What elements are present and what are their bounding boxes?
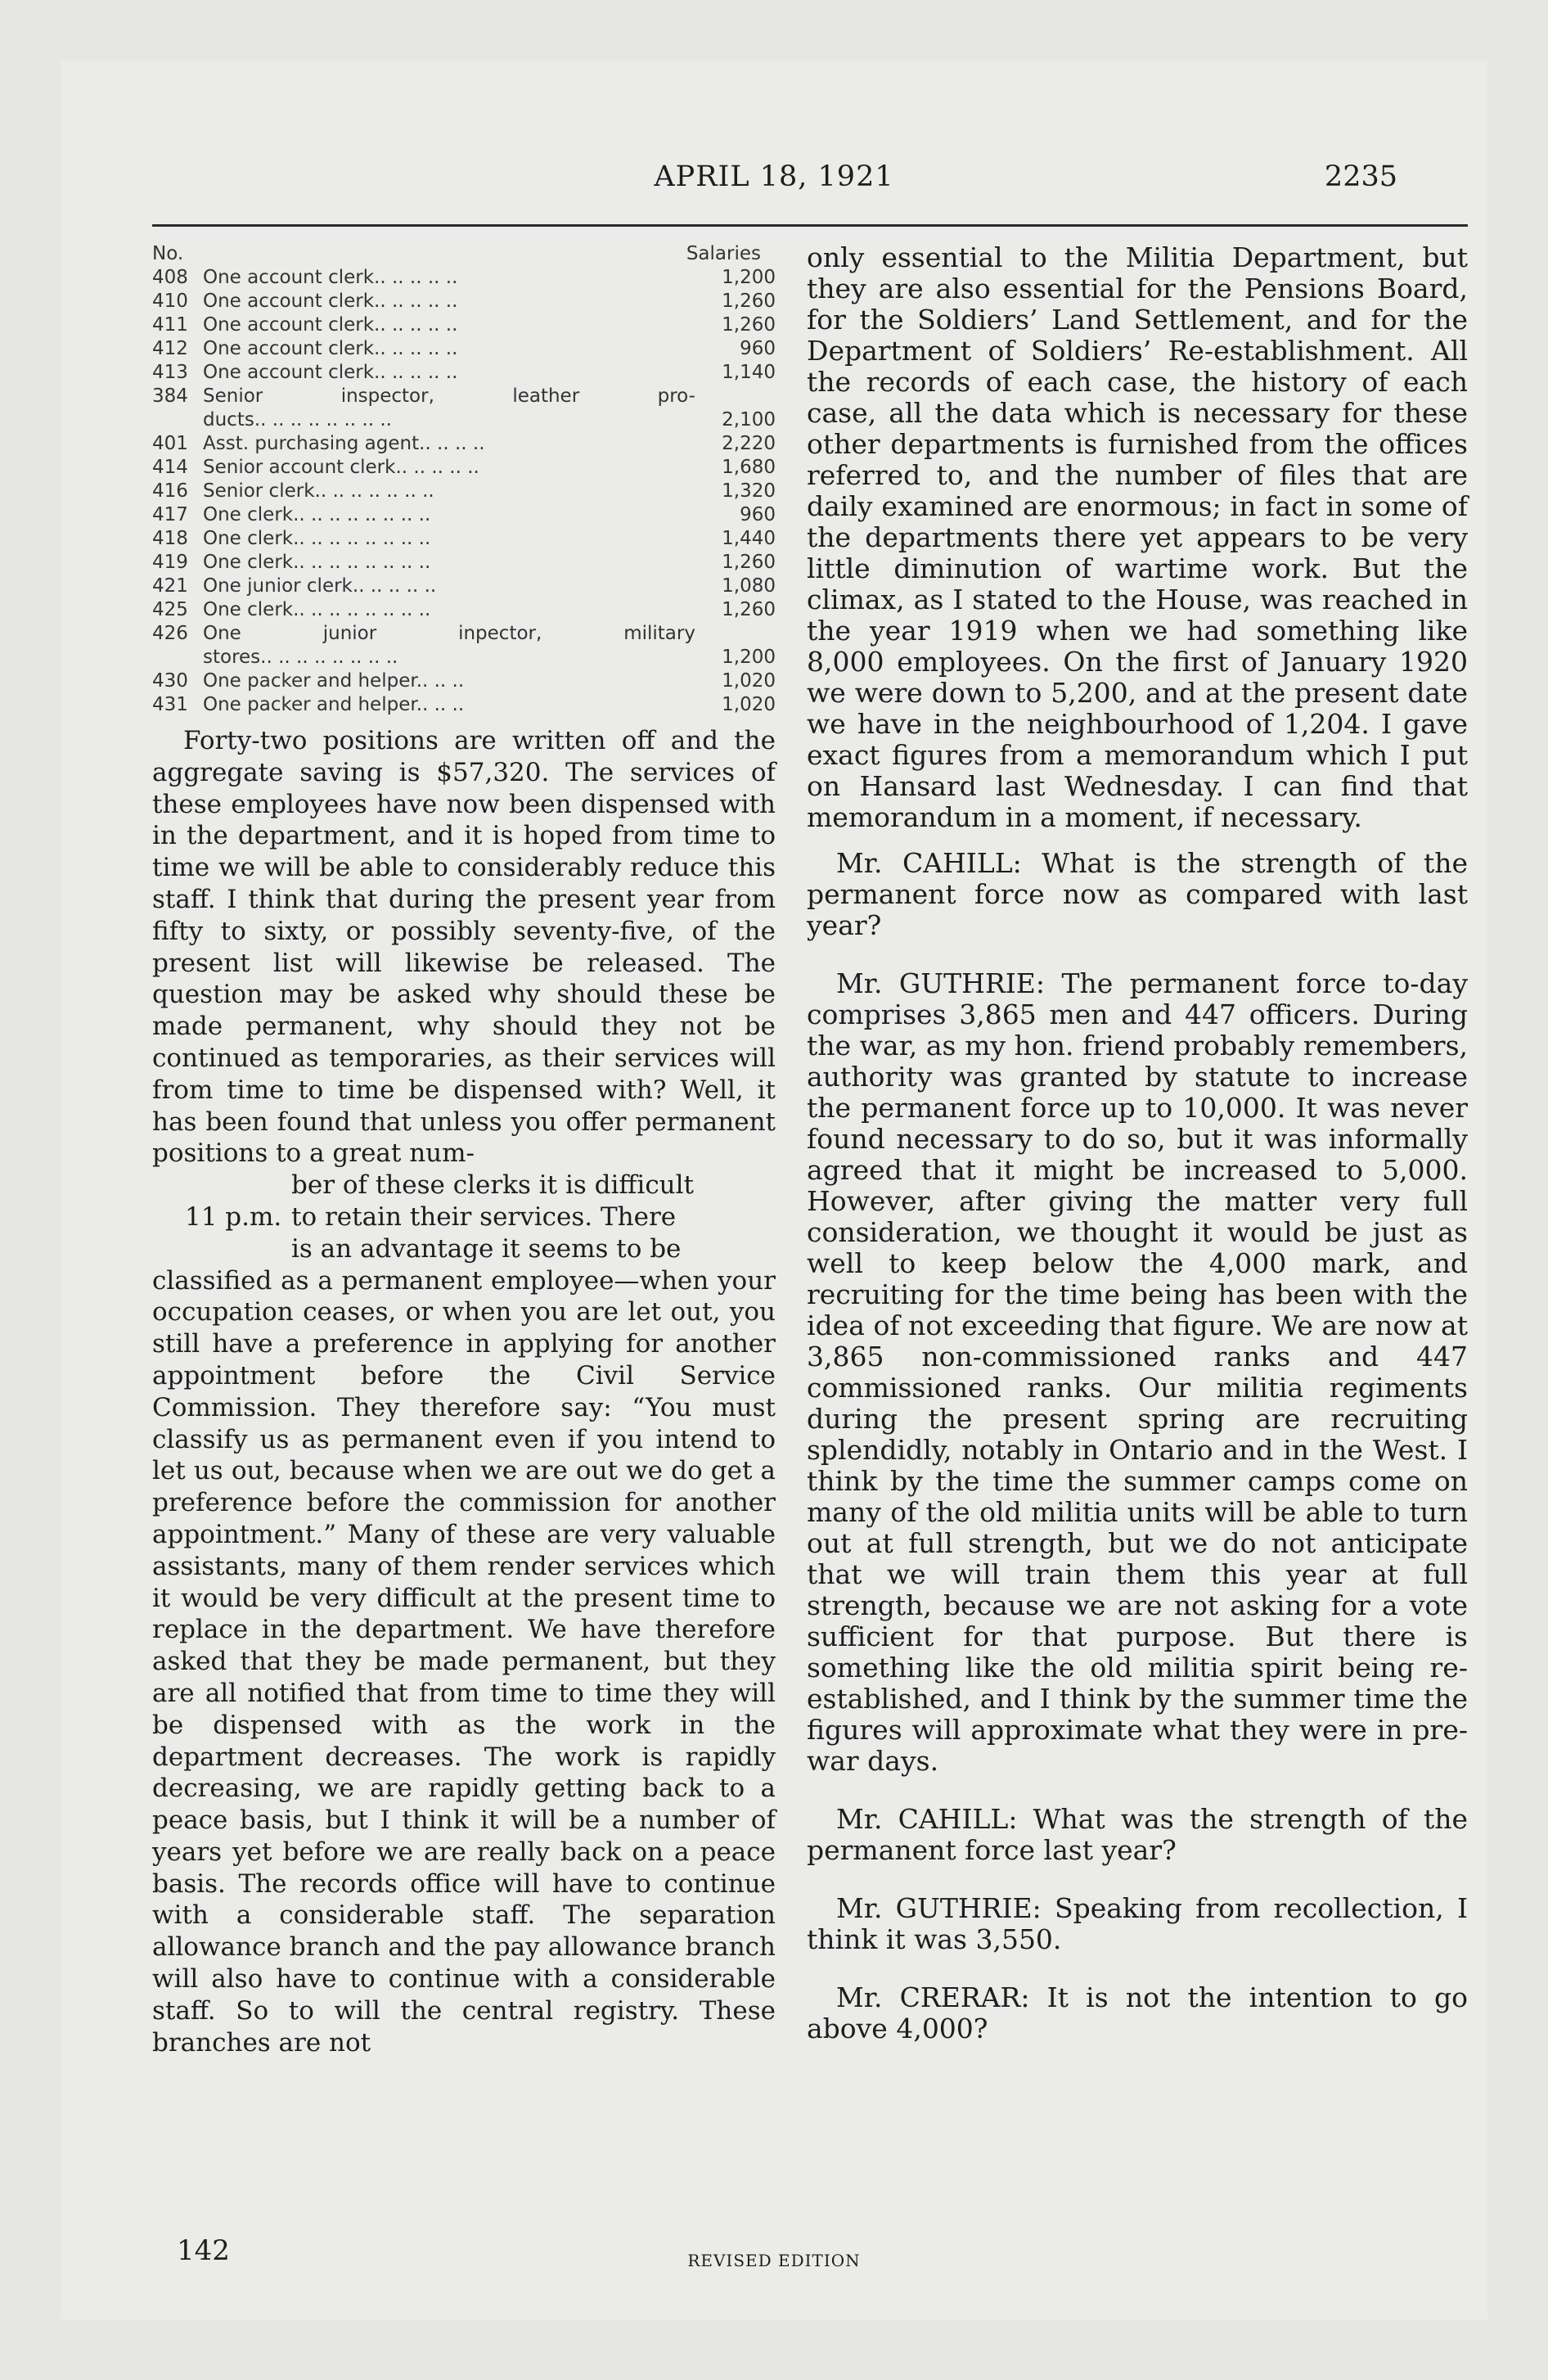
row-no: 419	[152, 552, 188, 573]
row-desc: One packer and helper.. .. ..	[203, 670, 465, 692]
row-desc: One junior inpector, military	[203, 623, 695, 644]
row-no: 414	[152, 457, 188, 478]
row-amount: 1,020	[722, 694, 776, 715]
row-amount: 2,100	[722, 409, 776, 430]
right-paragraph-1: only essential to the Militia Department, but they are also essential for the Pensions Board, for the Soldiers’ Land Settlement, and for the Department of Soldiers’ Re-establishment. All the records of each case, the history of each case, all the data which is necessary for these other departments is furnished from the offices referred to, and the number of files that are daily examined are enormous; in fact in some of the departments there yet appears to be very little diminution of wartime work. But the climax, as I stated to the House, was reached in the year 1919 when we had something like 8,000 employees. On the first of January 1920 we were down to 5,200, and at the present date we have in the neighbourhood of 1,204. I gave exact figures from a memorandum which I put on Hansard last Wednesday. I can find that memorandum in a moment, if necessary.	[807, 241, 1468, 833]
left-paragraph-2: classified as a permanent employee—when your occupation ceases, or when you are let out, you still have a preference in applying for another appointment before the Civil Service Commission. They therefore say: “You must classify us as permanent even if you intend to let us out, because when we are out we do get a preference before the commission for another appointment.” Many of these are very valuable assistants, many of them render services which it would be very difficult at the present time to replace in the department. We have therefore asked that they be made permanent, but they are all notified that from time to time they will be dispensed with as the work in the department decreases. The work is rapidly decreasing, we are rapidly getting back to a peace basis, but I think it will be a number of years yet before we are really back on a peace basis. The records office will have to continue with a considerable staff. The separation allowance branch and the pay allowance branch will also have to continue with a considerable staff. So to will the central registry. These branches are not	[152, 1265, 776, 2058]
left-hang-line-1: ber of these clerks it is difficult	[291, 1170, 695, 1201]
footer-page-number: 142	[177, 2234, 230, 2267]
row-desc: One packer and helper.. .. ..	[203, 694, 465, 715]
footer-edition: REVISED EDITION	[687, 2251, 861, 2270]
row-desc: Senior clerk.. .. .. .. .. .. ..	[203, 480, 434, 502]
speech-guthrie-2: Mr. GUTHRIE: Speaking from recollection, I think it was 3,550.	[807, 1892, 1468, 1955]
row-desc: One clerk.. .. .. .. .. .. .. ..	[203, 599, 431, 620]
row-no: 421	[152, 575, 188, 597]
row-desc: One account clerk.. .. .. .. ..	[203, 314, 458, 336]
row-desc-cont: ducts.. .. .. .. .. .. .. ..	[203, 409, 392, 430]
row-amount: 1,020	[722, 670, 776, 692]
row-no: 410	[152, 291, 188, 312]
row-no: 426	[152, 623, 188, 644]
left-hang-line-2: is an advantage it seems to be	[291, 1233, 682, 1264]
row-desc: One account clerk.. .. .. .. ..	[203, 291, 458, 312]
row-no: 413	[152, 362, 188, 383]
margin-note	[152, 1201, 776, 1233]
row-no: 430	[152, 670, 188, 692]
row-desc: Asst. purchasing agent.. .. .. ..	[203, 433, 485, 454]
row-desc: One clerk.. .. .. .. .. .. .. ..	[203, 552, 431, 573]
row-amount: 1,260	[722, 552, 776, 573]
row-amount: 1,200	[722, 267, 776, 288]
row-amount: 960	[740, 338, 776, 359]
row-no: 416	[152, 480, 188, 502]
row-amount: 1,260	[722, 291, 776, 312]
row-no: 417	[152, 504, 188, 525]
row-amount: 1,200	[722, 647, 776, 668]
speech-cahill-1: Mr. CAHILL: What is the strength of the permanent force now as compared with last year?	[807, 847, 1468, 941]
speech-cahill-2: Mr. CAHILL: What was the strength of the permanent force last year?	[807, 1803, 1468, 1866]
speech-crerar: Mr. CRERAR: It is not the intention to go above 4,000?	[807, 1981, 1468, 2044]
row-amount: 1,080	[722, 575, 776, 597]
header-rule	[152, 224, 1468, 227]
row-no: 418	[152, 528, 188, 549]
row-amount: 1,260	[722, 599, 776, 620]
right-column	[807, 242, 1468, 2071]
header-date: APRIL 18, 1921	[654, 160, 894, 193]
row-desc: Senior inspector, leather pro-	[203, 385, 695, 407]
margin-line: to retain their services. There	[291, 1201, 677, 1232]
row-amount: 1,260	[722, 314, 776, 336]
speech-guthrie-1: Mr. GUTHRIE: The permanent force to-day comprises 3,865 men and 447 officers. During the war, as my hon. friend probably remembers, authority was granted by statute to increase the permanent force up to 10,000. It was never found necessary to do so, but it was informally agreed that it might be increased to 5,000. However, after giving the matter very full consideration, we thought it would be just as well to keep below the 4,000 mark, and recruiting for the time being has been with the idea of not exceeding that figure. We are now at 3,865 non-commissioned ranks and 447 commissioned ranks. Our militia regiments during the present spring are recruiting splendidly, notably in Ontario and in the West. I think by the time the summer camps come on many of the old militia units will be able to turn out at full strength, but we do not anticipate that we will train them this year at full strength, because we are not asking for a vote sufficient for that purpose. But there is something like the old militia spirit being re-established, and I think by the summer time the figures will approximate what they were in pre-war days.	[807, 967, 1468, 1777]
left-paragraph-1: Forty-two positions are written off and the aggregate saving is $57,320. The services of these employees have now been dispensed with in the department, and it is hoped from time to time we will be able to considerably reduce this staff. I think that during the present year from fifty to sixty, or possibly seventy-five, of the present list will likewise be released. The question may be asked why should these be made permanent, why should they not be continued as temporaries, as their services will from time to time be dispensed with? Well, it has been found that unless you offer permanent positions to a great num-	[152, 726, 776, 1169]
header-page-number: 2235	[1324, 160, 1397, 193]
salary-table	[152, 242, 776, 717]
row-no: 411	[152, 314, 188, 336]
row-no: 401	[152, 433, 188, 454]
row-no: 425	[152, 599, 188, 620]
row-amount: 1,440	[722, 528, 776, 549]
row-amount: 960	[740, 504, 776, 525]
col-no-header: No.	[152, 243, 184, 264]
row-desc: One account clerk.. .. .. .. ..	[203, 362, 458, 383]
page	[61, 61, 1487, 2319]
left-column	[152, 242, 776, 2058]
row-desc: One clerk.. .. .. .. .. .. .. ..	[203, 528, 431, 549]
row-no: 412	[152, 338, 188, 359]
row-desc-cont: stores.. .. .. .. .. .. .. ..	[203, 647, 398, 668]
margin-time: 11 p.m.	[185, 1201, 282, 1232]
row-no: 408	[152, 267, 188, 288]
row-desc: One clerk.. .. .. .. .. .. .. ..	[203, 504, 431, 525]
row-no: 384	[152, 385, 188, 407]
row-amount: 2,220	[722, 433, 776, 454]
row-amount: 1,680	[722, 457, 776, 478]
row-desc: Senior account clerk.. .. .. .. ..	[203, 457, 479, 478]
row-no: 431	[152, 694, 188, 715]
row-amount: 1,140	[722, 362, 776, 383]
table-header	[152, 242, 776, 266]
row-amount: 1,320	[722, 480, 776, 502]
row-desc: One account clerk.. .. .. .. ..	[203, 267, 458, 288]
col-salary-header: Salaries	[686, 243, 761, 264]
row-desc: One junior clerk.. .. .. .. ..	[203, 575, 437, 597]
row-desc: One account clerk.. .. .. .. ..	[203, 338, 458, 359]
